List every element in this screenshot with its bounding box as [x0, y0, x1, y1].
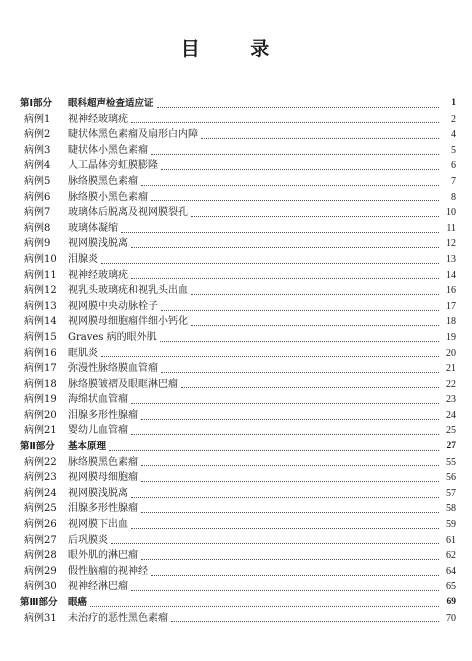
toc-case-row[interactable]	[20, 127, 456, 143]
toc-entry-label: 病例27	[24, 534, 57, 546]
toc-case-row[interactable]	[20, 579, 456, 595]
dot-leader	[141, 511, 439, 513]
toc-entry-title: 泪腺多形性腺瘤	[68, 503, 138, 515]
toc-case-row[interactable]	[20, 455, 456, 471]
toc-page-number: 58	[446, 503, 456, 515]
toc-case-row[interactable]	[20, 548, 456, 564]
toc-page-number: 5	[451, 144, 456, 156]
toc-entry-title: 视网膜母细胞瘤伴细小钙化	[68, 316, 188, 328]
toc-case-row[interactable]	[20, 564, 456, 580]
toc-entry-title: 假性脑瘤的视神经	[68, 565, 148, 577]
toc-entry-label: 病例24	[24, 487, 57, 499]
toc-entry-label: 病例15	[24, 331, 57, 343]
toc-entry-title: 视网膜下出血	[68, 519, 128, 531]
toc-case-row[interactable]	[20, 143, 456, 159]
dot-leader	[121, 231, 439, 233]
toc-page-number: 4	[451, 129, 456, 141]
dot-leader	[151, 153, 439, 155]
toc-page-number: 70	[446, 612, 456, 624]
toc-page-number: 21	[446, 363, 456, 375]
dot-leader	[160, 340, 439, 342]
toc-page-number: 27	[446, 441, 456, 452]
toc-entry-label: 病例19	[24, 394, 57, 406]
toc-page-number: 55	[446, 456, 456, 468]
toc-entry-label: 病例11	[24, 269, 57, 281]
toc-entry-title: 视网膜浅脱离	[68, 238, 128, 250]
dot-leader	[131, 121, 439, 123]
toc-case-row[interactable]	[20, 361, 456, 377]
toc-entry-label: 病例5	[24, 175, 51, 187]
toc-page-number: 24	[446, 409, 456, 421]
toc-page-number: 12	[446, 238, 456, 250]
toc-case-row[interactable]	[20, 533, 456, 549]
toc-entry-label: 病例20	[24, 409, 57, 421]
dot-leader	[131, 402, 439, 404]
toc-page-number: 2	[451, 113, 456, 125]
toc-entry-title: 后巩膜炎	[68, 534, 108, 546]
dot-leader	[141, 558, 439, 560]
toc-page-number: 23	[446, 394, 456, 406]
toc-entry-label: 病例1	[24, 113, 51, 125]
toc-entry-label: 病例16	[24, 347, 57, 359]
toc-page-number: 18	[446, 316, 456, 328]
toc-entry-title: 视网膜浅脱离	[68, 487, 128, 499]
toc-entry-title: 脉络膜黑色素瘤	[68, 175, 138, 187]
toc-case-row[interactable]	[20, 268, 456, 284]
toc-entry-label: 第Ⅱ部分	[20, 441, 55, 453]
toc-page-number: 64	[446, 565, 456, 577]
toc-entry-title: 脉络膜皱褶及眼眶淋巴瘤	[68, 378, 178, 390]
toc-entry-label: 病例23	[24, 472, 57, 484]
dot-leader	[157, 106, 439, 108]
toc-entry-label: 病例21	[24, 425, 57, 437]
toc-case-row[interactable]	[20, 501, 456, 517]
toc-entry-title: 睫状体小黑色素瘤	[68, 144, 148, 156]
toc-entry-title: 玻璃体凝缩	[68, 222, 118, 234]
toc-case-row[interactable]	[20, 486, 456, 502]
toc-entry-label: 病例30	[24, 581, 57, 593]
dot-leader	[101, 262, 439, 264]
toc-entry-title: 弥漫性脉络膜血管瘤	[68, 363, 158, 375]
dot-leader	[141, 480, 439, 482]
dot-leader	[191, 215, 439, 217]
toc-entry-title: 眼外肌的淋巴瘤	[68, 550, 138, 562]
toc-entry-title: 脉络膜黑色素瘤	[68, 456, 138, 468]
toc-entry-label: 病例22	[24, 456, 57, 468]
dot-leader	[151, 199, 439, 201]
toc-case-row[interactable]	[20, 221, 456, 237]
dot-leader	[191, 324, 439, 326]
toc-entry-title: 人工晶体旁虹膜膨隆	[68, 160, 158, 172]
toc-entry-label: 病例8	[24, 222, 51, 234]
dot-leader	[131, 496, 439, 498]
toc-case-row[interactable]	[20, 299, 456, 315]
toc-entry-title: 婴幼儿血管瘤	[68, 425, 128, 437]
toc-entry-title: 泪腺多形性腺瘤	[68, 409, 138, 421]
toc-entry-title: 视乳头玻璃疣和视乳头出血	[68, 285, 188, 297]
toc-case-row[interactable]	[20, 330, 456, 346]
toc-entry-title: 视神经玻璃疣	[68, 269, 128, 281]
dot-leader	[201, 137, 439, 139]
toc-case-row[interactable]	[20, 517, 456, 533]
toc-case-row[interactable]	[20, 377, 456, 393]
table-of-contents	[20, 96, 456, 626]
toc-part-row[interactable]	[20, 439, 456, 455]
toc-entry-title: 视网膜母细胞瘤	[68, 472, 138, 484]
toc-entry-label: 病例7	[24, 207, 51, 219]
toc-case-row[interactable]	[20, 314, 456, 330]
dot-leader	[161, 309, 439, 311]
toc-case-row[interactable]	[20, 158, 456, 174]
toc-case-row[interactable]	[20, 190, 456, 206]
toc-page-number: 57	[446, 487, 456, 499]
toc-entry-label: 病例25	[24, 503, 57, 515]
toc-page-number: 14	[446, 269, 456, 281]
toc-page-number: 8	[451, 191, 456, 203]
toc-page-number: 59	[446, 519, 456, 531]
toc-case-row[interactable]	[20, 174, 456, 190]
toc-page-number: 17	[446, 300, 456, 312]
toc-page-number: 62	[446, 550, 456, 562]
dot-leader	[141, 184, 439, 186]
dot-leader	[151, 574, 439, 576]
toc-entry-label: 病例4	[24, 160, 51, 172]
dot-leader	[131, 589, 439, 591]
toc-case-row[interactable]	[20, 392, 456, 408]
toc-entry-label: 病例2	[24, 129, 51, 141]
toc-entry-label: 病例6	[24, 191, 51, 203]
toc-case-row[interactable]	[20, 470, 456, 486]
toc-entry-label: 病例26	[24, 519, 57, 531]
toc-entry-title: 脉络膜小黑色素瘤	[68, 191, 148, 203]
toc-entry-label: 病例17	[24, 363, 57, 375]
dot-leader	[141, 418, 439, 420]
toc-case-row[interactable]	[20, 283, 456, 299]
toc-entry-label: 第Ⅲ部分	[20, 597, 58, 608]
toc-entry-label: 第Ⅰ部分	[20, 98, 53, 109]
toc-page-number: 7	[451, 175, 456, 187]
toc-entry-title: 视网膜中央动脉栓子	[68, 300, 158, 312]
toc-entry-label: 病例3	[24, 144, 51, 156]
toc-page-number: 19	[446, 331, 456, 343]
dot-leader	[109, 449, 439, 451]
toc-case-row[interactable]	[20, 611, 456, 627]
toc-page-number: 1	[451, 98, 456, 108]
dot-leader	[111, 542, 439, 544]
toc-entry-label: 病例12	[24, 285, 57, 297]
toc-part-row[interactable]	[20, 595, 456, 611]
dot-leader	[90, 605, 439, 607]
toc-entry-title: Graves 病的眼外肌	[68, 331, 157, 343]
toc-case-row[interactable]	[20, 423, 456, 439]
dot-leader	[101, 355, 439, 357]
toc-entry-title: 玻璃体后脱离及视网膜裂孔	[68, 207, 188, 219]
toc-page-number: 22	[446, 378, 456, 390]
toc-page-number: 25	[446, 425, 456, 437]
dot-leader	[181, 386, 439, 388]
dot-leader	[131, 246, 439, 248]
toc-case-row[interactable]	[20, 408, 456, 424]
toc-page-number: 13	[446, 253, 456, 265]
toc-entry-label: 病例29	[24, 565, 57, 577]
toc-page-number: 61	[446, 534, 456, 546]
toc-entry-label: 病例13	[24, 300, 57, 312]
toc-entry-label: 病例9	[24, 238, 51, 250]
toc-entry-title: 眶肌炎	[68, 347, 98, 359]
dot-leader	[131, 433, 439, 435]
toc-page-number: 11	[446, 222, 456, 234]
dot-leader	[161, 168, 439, 170]
toc-entry-label: 病例31	[24, 612, 57, 624]
toc-entry-title: 眼科超声检查适应证	[68, 98, 154, 109]
toc-case-row[interactable]	[20, 236, 456, 252]
toc-entry-title: 视神经玻璃疣	[68, 113, 128, 125]
toc-page-number: 56	[446, 472, 456, 484]
toc-entry-label: 病例14	[24, 316, 57, 328]
dot-leader	[161, 371, 439, 373]
toc-case-row[interactable]	[20, 252, 456, 268]
toc-case-row[interactable]	[20, 205, 456, 221]
toc-page-number: 20	[446, 347, 456, 359]
toc-entry-title: 眼癌	[68, 597, 88, 608]
toc-case-row[interactable]	[20, 346, 456, 362]
toc-entry-title: 未治疗的恶性黑色素瘤	[68, 612, 168, 624]
toc-page-number: 16	[446, 285, 456, 297]
toc-entry-title: 基本原理	[68, 441, 107, 453]
page-title: 目 录	[180, 38, 292, 60]
dot-leader	[131, 527, 439, 529]
dot-leader	[141, 464, 439, 466]
toc-entry-title: 泪腺炎	[68, 253, 98, 265]
toc-entry-label: 病例28	[24, 550, 57, 562]
dot-leader	[131, 277, 439, 279]
toc-entry-title: 海绵状血管瘤	[68, 394, 128, 406]
dot-leader	[191, 293, 439, 295]
toc-entry-title: 视神经淋巴瘤	[68, 581, 128, 593]
toc-page-number: 69	[446, 597, 456, 607]
toc-entry-title: 睫状体黑色素瘤及扇形白内障	[68, 129, 198, 141]
toc-case-row[interactable]	[20, 112, 456, 128]
toc-page-number: 6	[451, 160, 456, 172]
toc-page-number: 65	[446, 581, 456, 593]
toc-entry-label: 病例10	[24, 253, 57, 265]
toc-entry-label: 病例18	[24, 378, 57, 390]
toc-page-number: 10	[446, 207, 456, 219]
dot-leader	[171, 620, 439, 622]
toc-part-row[interactable]	[20, 96, 456, 112]
